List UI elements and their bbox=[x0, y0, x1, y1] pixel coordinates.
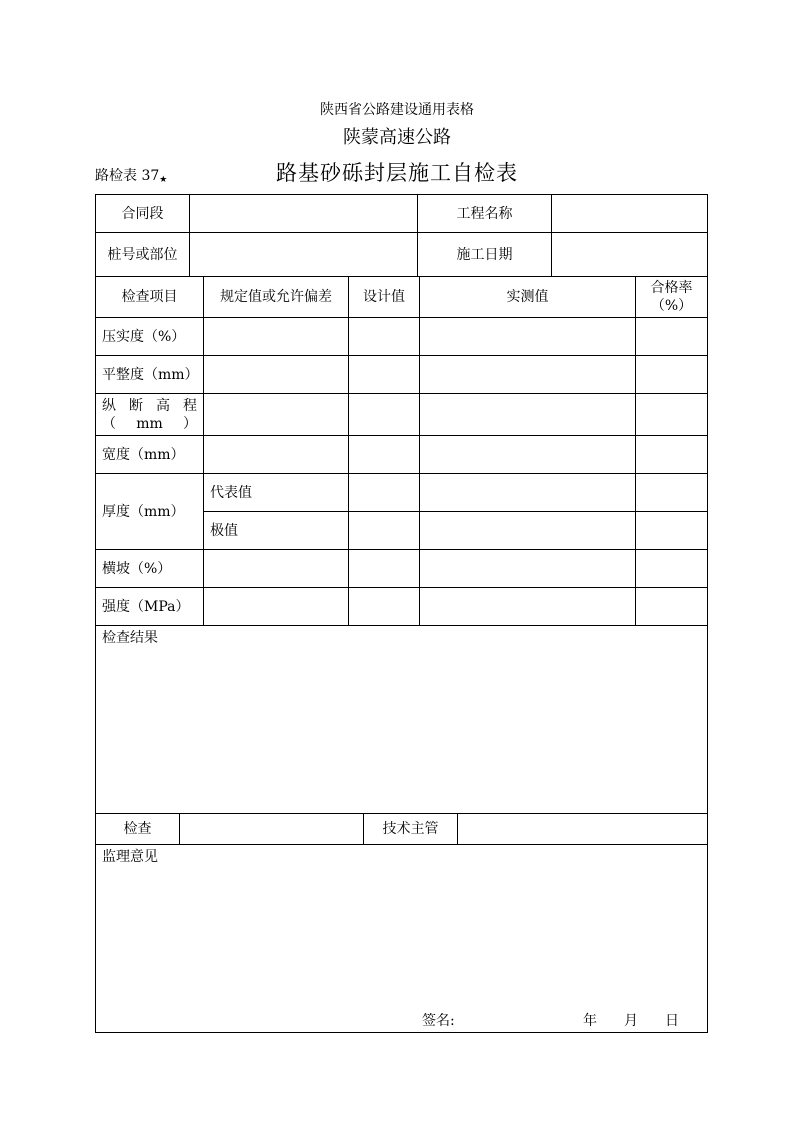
cell-input[interactable] bbox=[420, 474, 636, 512]
tech-supervisor-value[interactable] bbox=[458, 814, 708, 845]
year-label: 年 bbox=[583, 1013, 597, 1029]
supervision-opinion-label: 监理意见 bbox=[102, 849, 158, 865]
header-line-1: 陕西省公路建设通用表格 bbox=[320, 102, 474, 118]
row-thickness-representative: 代表值 bbox=[204, 474, 349, 512]
form-number-text: 路检表 37 bbox=[95, 168, 160, 184]
signoff-table bbox=[95, 813, 708, 1033]
month-label: 月 bbox=[624, 1013, 638, 1029]
station-value[interactable] bbox=[190, 233, 418, 277]
tech-supervisor-label: 技术主管 bbox=[364, 814, 458, 845]
cell-input[interactable] bbox=[349, 588, 420, 626]
cell-input[interactable] bbox=[204, 356, 349, 394]
cell-input[interactable] bbox=[420, 588, 636, 626]
cell-input[interactable] bbox=[420, 318, 636, 356]
cell-input[interactable] bbox=[204, 394, 349, 436]
cell-input[interactable] bbox=[636, 436, 708, 474]
project-name-value[interactable] bbox=[552, 195, 708, 233]
header-design: 设计值 bbox=[349, 277, 420, 318]
cell-input[interactable] bbox=[204, 588, 349, 626]
row-width: 宽度（mm） bbox=[96, 436, 204, 474]
project-name-label: 工程名称 bbox=[418, 195, 552, 233]
cell-input[interactable] bbox=[420, 356, 636, 394]
cell-input[interactable] bbox=[204, 436, 349, 474]
cell-input[interactable] bbox=[349, 318, 420, 356]
cell-input[interactable] bbox=[636, 394, 708, 436]
row-strength: 强度（MPa） bbox=[96, 588, 204, 626]
cell-input[interactable] bbox=[349, 474, 420, 512]
header-pass-rate: 合格率（%） bbox=[636, 277, 708, 318]
supervision-opinion-area[interactable] bbox=[96, 845, 708, 1033]
header-spec: 规定值或允许偏差 bbox=[204, 277, 349, 318]
signature-label: 签名: bbox=[422, 1013, 455, 1029]
cell-input[interactable] bbox=[349, 394, 420, 436]
row-flatness: 平整度（mm） bbox=[96, 356, 204, 394]
cell-input[interactable] bbox=[349, 512, 420, 550]
construction-date-value[interactable] bbox=[552, 233, 708, 277]
inspection-table bbox=[95, 276, 708, 814]
check-value[interactable] bbox=[180, 814, 364, 845]
cell-input[interactable] bbox=[636, 550, 708, 588]
row-compaction: 压实度（%） bbox=[96, 318, 204, 356]
header-measured: 实测值 bbox=[420, 277, 636, 318]
header-line-2: 陕蒙高速公路 bbox=[343, 127, 451, 148]
check-label: 检查 bbox=[96, 814, 180, 845]
inspection-result-area[interactable] bbox=[96, 626, 708, 814]
station-label: 桩号或部位 bbox=[96, 233, 190, 277]
cell-input[interactable] bbox=[420, 550, 636, 588]
form-title: 路基砂砾封层施工自检表 bbox=[276, 161, 518, 185]
cell-input[interactable] bbox=[636, 512, 708, 550]
cell-input[interactable] bbox=[420, 512, 636, 550]
cell-input[interactable] bbox=[636, 318, 708, 356]
row-cross-slope: 横坡（%） bbox=[96, 550, 204, 588]
row-thickness-extreme: 极值 bbox=[204, 512, 349, 550]
inspection-result-label: 检查结果 bbox=[102, 630, 158, 646]
cell-input[interactable] bbox=[636, 356, 708, 394]
star-icon: ★ bbox=[159, 175, 168, 185]
cell-input[interactable] bbox=[636, 474, 708, 512]
cell-input[interactable] bbox=[636, 588, 708, 626]
day-label: 日 bbox=[665, 1013, 679, 1029]
row-thickness: 厚度（mm） bbox=[96, 474, 204, 550]
cell-input[interactable] bbox=[349, 356, 420, 394]
header-item: 检查项目 bbox=[96, 277, 204, 318]
cell-input[interactable] bbox=[420, 436, 636, 474]
cell-input[interactable] bbox=[420, 394, 636, 436]
row-elevation: 纵 断 高 程（mm） bbox=[96, 394, 204, 436]
cell-input[interactable] bbox=[349, 436, 420, 474]
cell-input[interactable] bbox=[349, 550, 420, 588]
contract-value[interactable] bbox=[190, 195, 418, 233]
contract-label: 合同段 bbox=[96, 195, 190, 233]
info-table bbox=[95, 194, 708, 277]
cell-input[interactable] bbox=[204, 550, 349, 588]
construction-date-label: 施工日期 bbox=[418, 233, 552, 277]
cell-input[interactable] bbox=[204, 318, 349, 356]
